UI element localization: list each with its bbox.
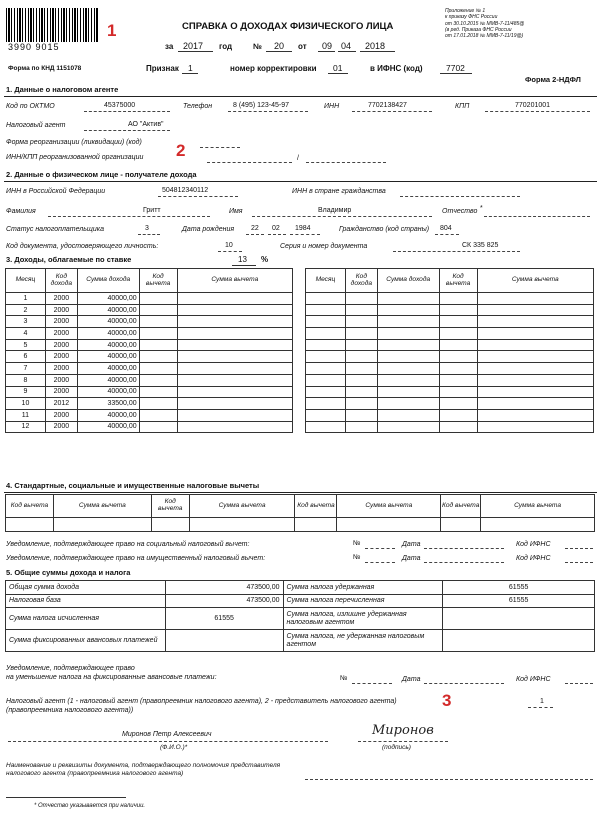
income-table-left — [5, 268, 293, 433]
income-empty-cell[interactable] — [345, 351, 377, 363]
agent-inn-field[interactable]: 7702138427 — [368, 102, 407, 109]
income-empty-cell[interactable] — [477, 351, 593, 363]
deduction-sum-cell[interactable] — [177, 316, 292, 328]
tax-withheld-label: Сумма налога удержанная — [283, 581, 443, 595]
doc-series-label: Серия и номер документа — [280, 243, 368, 250]
income-row — [6, 398, 293, 410]
income-empty-cell[interactable] — [477, 363, 593, 375]
deduction-sum-cell[interactable] — [177, 339, 292, 351]
income-row — [6, 328, 293, 340]
income-row-empty — [306, 316, 594, 328]
income-row-empty — [306, 304, 594, 316]
inn-foreign-label: ИНН в стране гражданства — [292, 188, 386, 195]
doc-code-field[interactable]: 10 — [225, 242, 233, 249]
oktmo-label: Код по ОКТМО — [6, 103, 55, 110]
income-row — [6, 293, 293, 305]
income-empty-cell[interactable] — [345, 374, 377, 386]
income-empty-cell[interactable] — [306, 351, 346, 363]
income-code-cell[interactable]: 2000 — [45, 339, 77, 351]
footnote: * Отчество указывается при наличии. — [34, 803, 146, 809]
korr-label: номер корректировки — [230, 64, 317, 73]
s4-cell[interactable] — [441, 518, 481, 532]
income-empty-cell[interactable] — [306, 304, 346, 316]
agent-type-field[interactable]: 1 — [540, 698, 544, 705]
property-date-label: Дата — [402, 555, 421, 562]
income-empty-cell[interactable] — [377, 351, 439, 363]
phone-label: Телефон — [183, 103, 213, 110]
section3-title: 3. Доходы, облагаемые по ставке — [6, 255, 132, 264]
income-empty-cell[interactable] — [439, 363, 477, 375]
income-empty-cell[interactable] — [477, 339, 593, 351]
s4-cell[interactable] — [151, 518, 189, 532]
income-code-cell[interactable]: 2000 — [45, 374, 77, 386]
deduction-sum-cell[interactable] — [177, 398, 292, 410]
income-empty-cell[interactable] — [439, 374, 477, 386]
number-field[interactable]: 20 — [274, 41, 285, 51]
income-empty-cell[interactable] — [477, 374, 593, 386]
income-empty-cell[interactable] — [377, 421, 439, 433]
income-code-cell[interactable]: 2000 — [45, 316, 77, 328]
income-row-empty — [306, 363, 594, 375]
deduction-sum-cell[interactable] — [177, 328, 292, 340]
deduction-code-cell[interactable] — [139, 363, 177, 375]
appendix-note: Приложение № 1 к приказу ФНС России от 30.10.2015 № ММВ-7-11/485@ (в ред. Приказа ФНС России от 17.01.2018 № ММВ-7-11/19@) — [445, 8, 525, 39]
income-empty-cell[interactable] — [306, 409, 346, 421]
income-empty-cell[interactable] — [377, 398, 439, 410]
income-row — [6, 363, 293, 375]
income-empty-cell[interactable] — [477, 316, 593, 328]
fio-caption: (Ф.И.О.)* — [160, 744, 188, 751]
income-month-cell[interactable]: 6 — [6, 351, 46, 363]
income-month-cell[interactable]: 12 — [6, 421, 46, 433]
income-empty-cell[interactable] — [439, 409, 477, 421]
income-sum-cell[interactable]: 40000,00 — [77, 328, 139, 340]
income-row — [6, 374, 293, 386]
income-empty-cell[interactable] — [345, 398, 377, 410]
advance-date-label: Дата — [402, 676, 421, 683]
deduction-sum-cell[interactable] — [177, 293, 292, 305]
total-income-value[interactable]: 473500,00 — [165, 581, 283, 595]
month-field[interactable]: 04 — [341, 41, 352, 51]
birth-label: Дата рождения — [182, 226, 235, 233]
col-income-sum-r: Сумма дохода — [377, 269, 439, 293]
income-empty-cell[interactable] — [345, 421, 377, 433]
deduction-code-cell[interactable] — [139, 293, 177, 305]
income-empty-cell[interactable] — [439, 316, 477, 328]
col-month-r: Месяц — [306, 269, 346, 293]
reorg-label: Форма реорганизации (ликвидации) (код) — [6, 139, 142, 146]
income-empty-cell[interactable] — [306, 374, 346, 386]
income-code-cell[interactable]: 2000 — [45, 421, 77, 433]
income-row — [6, 339, 293, 351]
income-empty-cell[interactable] — [377, 304, 439, 316]
num-label: № — [253, 42, 262, 51]
income-row-empty — [306, 339, 594, 351]
priznak-label: Признак — [146, 64, 179, 73]
income-empty-cell[interactable] — [439, 328, 477, 340]
income-empty-cell[interactable] — [377, 316, 439, 328]
income-sum-cell[interactable]: 40000,00 — [77, 293, 139, 305]
income-code-cell[interactable]: 2012 — [45, 398, 77, 410]
s4-cell[interactable] — [6, 518, 54, 532]
col-income-code-r: Код дохода — [345, 269, 377, 293]
income-empty-cell[interactable] — [345, 409, 377, 421]
citizenship-label: Гражданство (код страны) — [339, 226, 430, 233]
income-empty-cell[interactable] — [306, 293, 346, 305]
s4-cell[interactable] — [295, 518, 337, 532]
income-month-cell[interactable]: 9 — [6, 386, 46, 398]
marker-1: 1 — [107, 21, 117, 40]
birth-day-field[interactable]: 22 — [251, 225, 259, 232]
income-month-cell[interactable]: 1 — [6, 293, 46, 305]
income-sum-cell[interactable]: 40000,00 — [77, 339, 139, 351]
day-field[interactable]: 09 — [322, 41, 333, 51]
income-month-cell[interactable]: 8 — [6, 374, 46, 386]
income-row — [6, 304, 293, 316]
income-row-empty — [306, 328, 594, 340]
section1-title: 1. Данные о налоговом агенте — [6, 85, 119, 94]
property-notice-label: Уведомление, подтверждающее право на имущественный налоговый вычет: — [6, 555, 266, 562]
income-month-cell[interactable]: 5 — [6, 339, 46, 351]
income-empty-cell[interactable] — [306, 339, 346, 351]
knd-code: Форма по КНД 1151078 — [8, 65, 82, 72]
income-row-empty — [306, 293, 594, 305]
korr-field[interactable]: 01 — [333, 63, 343, 73]
income-sum-cell[interactable]: 40000,00 — [77, 421, 139, 433]
income-empty-cell[interactable] — [306, 421, 346, 433]
income-row — [6, 316, 293, 328]
ot-label: от — [298, 42, 307, 51]
income-empty-cell[interactable] — [439, 351, 477, 363]
deduction-code-cell[interactable] — [139, 386, 177, 398]
section5-title: 5. Общие суммы дохода и налога — [6, 568, 131, 577]
income-empty-cell[interactable] — [439, 421, 477, 433]
za-label: за — [165, 42, 174, 51]
agent-label: Налоговый агент — [6, 122, 66, 129]
income-row — [6, 386, 293, 398]
income-sum-cell[interactable]: 40000,00 — [77, 363, 139, 375]
signature: Миронов — [372, 723, 434, 738]
birth-year-field[interactable]: 1984 — [295, 225, 311, 232]
income-empty-cell[interactable] — [377, 339, 439, 351]
s4-cell[interactable] — [189, 518, 295, 532]
doc-series-field[interactable]: СК 335 825 — [462, 242, 499, 249]
surname-field[interactable]: Гритт — [143, 207, 161, 214]
income-code-cell[interactable]: 2000 — [45, 386, 77, 398]
income-row — [6, 351, 293, 363]
col-month: Месяц — [6, 269, 46, 293]
tax-excess-value[interactable] — [443, 608, 595, 630]
income-month-cell[interactable]: 7 — [6, 363, 46, 375]
income-row-empty — [306, 398, 594, 410]
citizenship-field[interactable]: 804 — [440, 225, 452, 232]
rate-field[interactable]: 13 — [238, 255, 247, 264]
form-name: Форма 2-НДФЛ — [525, 75, 581, 84]
col-deduction-sum: Сумма вычета — [177, 269, 292, 293]
date-year-field[interactable]: 2018 — [365, 41, 386, 51]
income-code-cell[interactable]: 2000 — [45, 293, 77, 305]
deduction-sum-cell[interactable] — [177, 409, 292, 421]
year-field[interactable]: 2017 — [183, 41, 204, 51]
s4-cell[interactable] — [53, 518, 151, 532]
deduction-sum-cell[interactable] — [177, 386, 292, 398]
income-sum-cell[interactable]: 40000,00 — [77, 386, 139, 398]
income-code-cell[interactable]: 2000 — [45, 328, 77, 340]
deduction-code-cell[interactable] — [139, 339, 177, 351]
tax-withheld-value[interactable]: 61555 — [443, 581, 595, 595]
tax-base-value[interactable]: 473500,00 — [165, 594, 283, 608]
surname-label: Фамилия — [6, 208, 36, 215]
name-label: Имя — [229, 208, 243, 215]
property-ifns-label: Код ИФНС — [516, 555, 551, 562]
income-empty-cell[interactable] — [439, 293, 477, 305]
income-row-empty — [306, 409, 594, 421]
totals-table — [5, 580, 595, 652]
tax-not-withheld-label: Сумма налога, не удержанная налоговым агентом — [283, 630, 443, 652]
signature-caption: (подпись) — [382, 744, 411, 751]
deduction-code-cell[interactable] — [139, 316, 177, 328]
col-deduction-sum-r: Сумма вычета — [477, 269, 593, 293]
income-empty-cell[interactable] — [377, 409, 439, 421]
income-empty-cell[interactable] — [345, 293, 377, 305]
advance-ifns-label: Код ИФНС — [516, 676, 551, 683]
ifns-field[interactable]: 7702 — [446, 63, 465, 73]
deductions-table — [5, 494, 595, 532]
ifns-label: в ИФНС (код) — [370, 64, 423, 73]
income-empty-cell[interactable] — [306, 398, 346, 410]
income-sum-cell[interactable]: 40000,00 — [77, 374, 139, 386]
deduction-code-cell[interactable] — [139, 304, 177, 316]
col-deduction-code: Код вычета — [139, 269, 177, 293]
income-empty-cell[interactable] — [345, 386, 377, 398]
income-month-cell[interactable]: 11 — [6, 409, 46, 421]
income-sum-cell[interactable]: 33500,00 — [77, 398, 139, 410]
phone-field[interactable]: 8 (495) 123-45-97 — [233, 102, 290, 109]
agent-inn-label: ИНН — [324, 103, 340, 110]
s4-cell[interactable] — [337, 518, 441, 532]
income-empty-cell[interactable] — [477, 409, 593, 421]
income-sum-cell[interactable]: 40000,00 — [77, 304, 139, 316]
fixed-adv-value[interactable] — [165, 630, 283, 652]
inn-rf-label: ИНН в Российской Федерации — [6, 188, 106, 195]
income-empty-cell[interactable] — [377, 374, 439, 386]
oktmo-field[interactable]: 45375000 — [104, 102, 136, 109]
inn-rf-field[interactable]: 504812340112 — [162, 187, 209, 194]
social-notice-label: Уведомление, подтверждающее право на социальный налоговый вычет: — [6, 541, 250, 548]
social-num-label: № — [353, 540, 361, 547]
income-row-empty — [306, 351, 594, 363]
income-empty-cell[interactable] — [439, 304, 477, 316]
income-empty-cell[interactable] — [377, 386, 439, 398]
signer-name[interactable]: Миронов Петр Алексеевич — [122, 731, 212, 738]
agent-field[interactable]: АО "Актив" — [128, 121, 164, 128]
deduction-sum-cell[interactable] — [177, 351, 292, 363]
income-empty-cell[interactable] — [306, 316, 346, 328]
deduction-sum-cell[interactable] — [177, 304, 292, 316]
percent-sign: % — [261, 255, 269, 264]
income-code-cell[interactable]: 2000 — [45, 304, 77, 316]
income-empty-cell[interactable] — [477, 386, 593, 398]
income-code-cell[interactable]: 2000 — [45, 351, 77, 363]
income-empty-cell[interactable] — [477, 398, 593, 410]
income-empty-cell[interactable] — [306, 386, 346, 398]
social-date-label: Дата — [402, 541, 421, 548]
income-empty-cell[interactable] — [477, 328, 593, 340]
kpp-field[interactable]: 770201001 — [515, 102, 551, 109]
income-month-cell[interactable]: 10 — [6, 398, 46, 410]
name-field[interactable]: Владимир — [318, 207, 352, 214]
income-empty-cell[interactable] — [345, 363, 377, 375]
income-row-empty — [306, 386, 594, 398]
priznak-field[interactable]: 1 — [188, 63, 193, 73]
s4-col-code-1: Код вычета — [6, 495, 54, 518]
s4-col-sum-1: Сумма вычета — [53, 495, 151, 518]
section4-title: 4. Стандартные, социальные и имущественные налоговые вычеты — [6, 481, 260, 490]
god-label: год — [219, 42, 233, 51]
advance-notice-label: Уведомление, подтверждающее право на уменьшение налога на фиксированные авансовые платежи: — [6, 665, 217, 682]
asterisk: * — [480, 205, 483, 212]
agent-type-label: Налоговый агент (1 - налоговый агент (правопреемник налогового агента), 2 - представитель налогового агента) (правопреемника налогового агента)) — [6, 698, 397, 715]
document-title: СПРАВКА О ДОХОДАХ ФИЗИЧЕСКОГО ЛИЦА — [182, 21, 394, 32]
income-empty-cell[interactable] — [345, 304, 377, 316]
s4-col-sum-3: Сумма вычета — [337, 495, 441, 518]
income-empty-cell[interactable] — [439, 339, 477, 351]
s4-col-code-2: Код вычета — [151, 495, 189, 518]
kpp-label: КПП — [455, 103, 470, 110]
income-empty-cell[interactable] — [377, 328, 439, 340]
barcode — [6, 8, 98, 42]
deduction-code-cell[interactable] — [139, 351, 177, 363]
deduction-code-cell[interactable] — [139, 374, 177, 386]
total-income-label: Общая сумма дохода — [6, 581, 166, 595]
income-sum-cell[interactable]: 40000,00 — [77, 351, 139, 363]
deduction-sum-cell[interactable] — [177, 363, 292, 375]
income-empty-cell[interactable] — [377, 363, 439, 375]
social-ifns-label: Код ИФНС — [516, 541, 551, 548]
marker-3: 3 — [442, 691, 452, 710]
tax-excess-label: Сумма налога, излишне удержанная налоговым агентом — [283, 608, 443, 630]
income-empty-cell[interactable] — [439, 386, 477, 398]
deduction-code-cell[interactable] — [139, 421, 177, 433]
fixed-adv-label: Сумма фиксированных авансовых платежей — [6, 630, 166, 652]
doc-code-label: Код документа, удостоверяющего личность: — [6, 243, 159, 250]
income-row-empty — [306, 374, 594, 386]
document-basis-label: Наименование и реквизиты документа, подтверждающего полномочия представителя налогового агента (правопреемника налогового агента) — [6, 762, 281, 778]
tax-not-withheld-value[interactable] — [443, 630, 595, 652]
s4-col-sum-4: Сумма вычета — [481, 495, 595, 518]
status-label: Статус налогоплательщика — [6, 226, 104, 233]
income-row-empty — [306, 421, 594, 433]
income-empty-cell[interactable] — [306, 328, 346, 340]
income-sum-cell[interactable]: 40000,00 — [77, 316, 139, 328]
deduction-code-cell[interactable] — [139, 398, 177, 410]
advance-num-label: № — [340, 675, 348, 682]
tax-calc-label: Сумма налога исчисленная — [6, 608, 166, 630]
income-empty-cell[interactable] — [439, 398, 477, 410]
s4-col-code-4: Код вычета — [441, 495, 481, 518]
income-empty-cell[interactable] — [306, 363, 346, 375]
income-empty-cell[interactable] — [477, 293, 593, 305]
income-empty-cell[interactable] — [477, 421, 593, 433]
s4-col-code-3: Код вычета — [295, 495, 337, 518]
income-empty-cell[interactable] — [345, 328, 377, 340]
tax-transferred-label: Сумма налога перечисленная — [283, 594, 443, 608]
income-code-cell[interactable]: 2000 — [45, 363, 77, 375]
col-income-code: Код дохода — [45, 269, 77, 293]
col-income-sum: Сумма дохода — [77, 269, 139, 293]
tax-base-label: Налоговая база — [6, 594, 166, 608]
income-empty-cell[interactable] — [345, 316, 377, 328]
patronymic-label: Отчество — [442, 208, 478, 215]
section2-title: 2. Данные о физическом лице - получателе дохода — [6, 170, 197, 179]
deduction-code-cell[interactable] — [139, 409, 177, 421]
marker-2: 2 — [176, 141, 186, 160]
income-month-cell[interactable]: 3 — [6, 316, 46, 328]
income-table-right — [305, 268, 594, 433]
tax-calc-value[interactable]: 61555 — [165, 608, 283, 630]
deduction-sum-cell[interactable] — [177, 421, 292, 433]
income-row — [6, 409, 293, 421]
income-empty-cell[interactable] — [377, 293, 439, 305]
status-field[interactable]: 3 — [145, 225, 149, 232]
property-num-label: № — [353, 554, 361, 561]
income-month-cell[interactable]: 4 — [6, 328, 46, 340]
barcode-number: 3990 9015 — [8, 42, 60, 52]
col-deduction-code-r: Код вычета — [439, 269, 477, 293]
birth-month-field[interactable]: 02 — [272, 225, 280, 232]
tax-transferred-value[interactable]: 61555 — [443, 594, 595, 608]
deduction-code-cell[interactable] — [139, 328, 177, 340]
reorg-inn-label: ИНН/КПП реорганизованной организации — [6, 154, 144, 161]
income-row — [6, 421, 293, 433]
income-month-cell[interactable]: 2 — [6, 304, 46, 316]
income-code-cell[interactable]: 2000 — [45, 409, 77, 421]
s4-col-sum-2: Сумма вычета — [189, 495, 295, 518]
income-sum-cell[interactable]: 40000,00 — [77, 409, 139, 421]
deduction-sum-cell[interactable] — [177, 374, 292, 386]
income-empty-cell[interactable] — [345, 339, 377, 351]
s4-cell[interactable] — [481, 518, 595, 532]
income-empty-cell[interactable] — [477, 304, 593, 316]
slash: / — [297, 155, 299, 162]
